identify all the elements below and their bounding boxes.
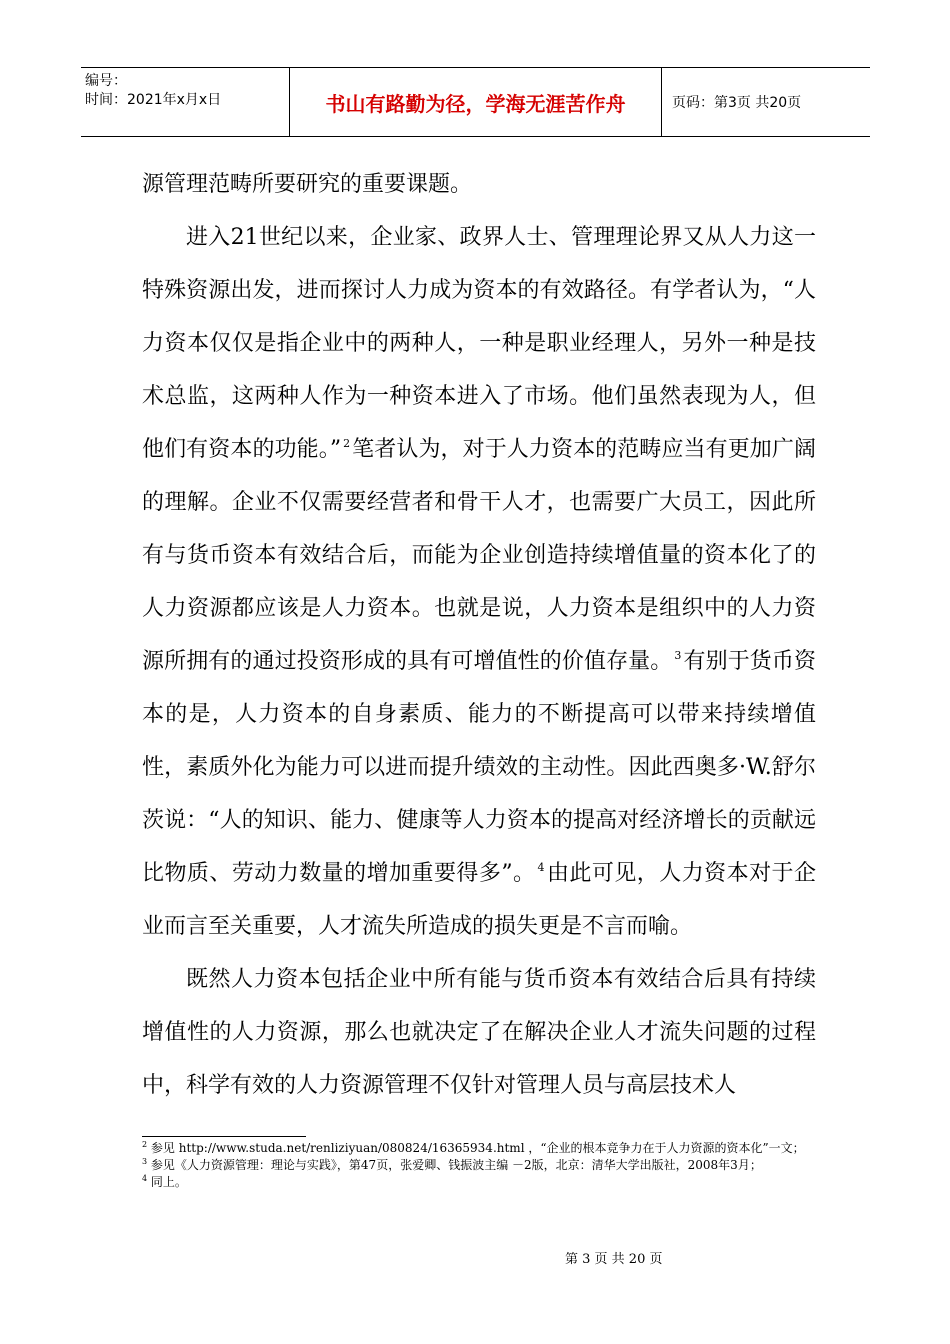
header-meta [81,68,290,136]
document-number-label: 编号： [85,73,127,89]
footnote-ref-3[interactable]: 3 [674,649,682,662]
footnote-item [142,1157,812,1174]
footnote-mark: 2 [142,1140,148,1149]
paragraph-text: 有别于货币资本的是，人力资本的自身素质、能力的不断提高可以带来持续增值性，素质外化为能力可以进而提升绩效的主动性。因此西奥多·W.舒尔茨说：“人的知识、能力、健康等人力资本的提高对经济增长的贡献远比物质、劳动力数量的增加重要得多”。 [142,649,816,886]
paragraph-text: 由此可见，人力资本对于企业而言至关重要，人才流失所造成的损失更是不言而喻。 [142,861,816,939]
footnote-mark: 4 [142,1174,148,1183]
header-motto: 书山有路勤为径，学海无涯苦作舟 [290,68,662,136]
footnote-text: 参见《人力资源管理：理论与实践》，第47页，张爱卿、钱振波主编 －2版，北京：清华大学出版社，2008年3月； [150,1158,762,1172]
footnote-divider [142,1136,306,1137]
footnote-item [142,1140,812,1157]
paragraph-text: 笔者认为，对于人力资本的范畴应当有更加广阔的理解。企业不仅需要经营者和骨干人才，也需要广大员工，因此所有与货币资本有效结合后，而能为企业创造持续增值量的资本化了的人力资源都应该是人力资本。也就是说，人力资本是组织中的人力资源所拥有的通过投资形成的具有可增值性的价值存量。 [142,437,816,674]
footnote-mark: 3 [142,1157,148,1166]
footnote-ref-2[interactable]: 2 [343,437,351,450]
header-page-label: 页码：第3页 共20页 [672,95,802,111]
paragraph-human-capital [142,211,816,953]
paragraph-talent-loss: 既然人力资本包括企业中所有能与货币资本有效结合后具有持续增值性的人力资源，那么也就决定了在解决企业人才流失问题的过程中，科学有效的人力资源管理不仅针对管理人员与高层技术人 [142,967,816,1098]
footnote-ref-4[interactable]: 4 [537,861,545,874]
page-header [81,67,870,137]
footnote-item [142,1174,812,1191]
paragraph-continuation: 源管理范畴所要研究的重要课题。 [142,172,473,197]
document-date-label: 时间：2021年x月x日 [85,92,222,108]
body-text [142,158,816,1112]
paragraph-text: 进入21世纪以来，企业家、政界人士、管理理论界又从人力这一特殊资源出发，进而探讨人力成为资本的有效路径。有学者认为，“人力资本仅仅是指企业中的两种人，一种是职业经理人，另外一种是技术总监，这两种人作为一种资本进入了市场。他们虽然表现为人，但他们有资本的功能。” [142,225,816,462]
footnote-text: 参见 http://www.studa.net/renliziyuan/080824/16365934.html ，“企业的根本竞争力在于人力资源的资本化”一文； [150,1141,805,1155]
footnotes [142,1140,812,1191]
footnote-text: 同上。 [150,1175,187,1189]
page-footer: 第 3 页 共 20 页 [565,1252,663,1267]
